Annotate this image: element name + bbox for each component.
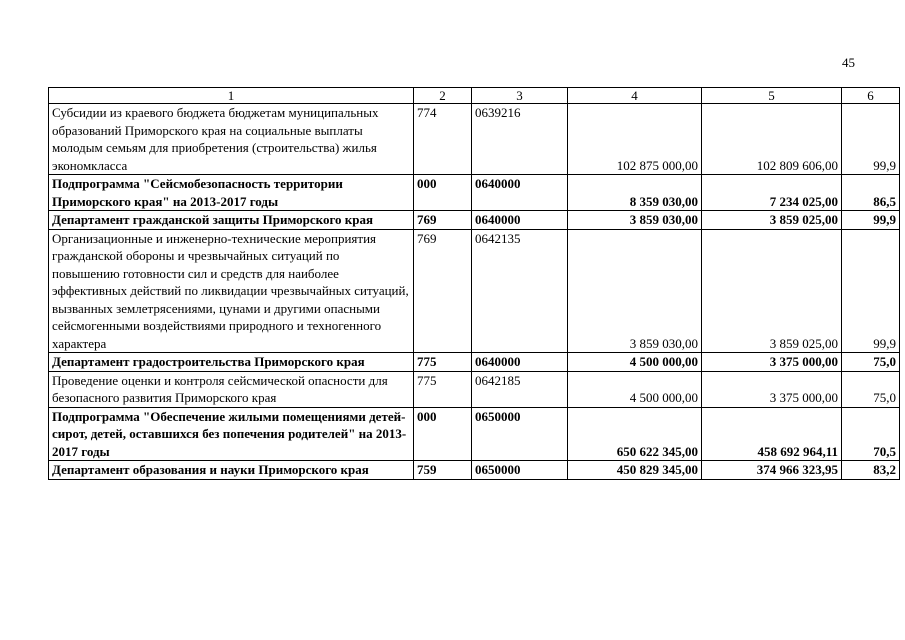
- planned-amount-cell: 3 859 030,00: [568, 229, 702, 353]
- row-name-cell: Департамент гражданской защиты Приморского края: [49, 211, 414, 230]
- row-name-cell: Проведение оценки и контроля сейсмической опасности для безопасного развития Приморского края: [49, 371, 414, 407]
- actual-amount-cell: 3 859 025,00: [702, 229, 842, 353]
- row-name-cell: Субсидии из краевого бюджета бюджетам муниципальных образований Приморского края на социальные выплаты молодым семьям для приобретения (строительства) жилья экономкласса: [49, 104, 414, 175]
- page-number: 45: [842, 55, 855, 70]
- actual-amount-cell: 374 966 323,95: [702, 461, 842, 480]
- header-cell: 4: [568, 88, 702, 104]
- table-row: [49, 211, 900, 230]
- percent-cell: 86,5: [842, 175, 900, 211]
- ministry-code-cell: 775: [414, 371, 472, 407]
- percent-cell: 75,0: [842, 371, 900, 407]
- percent-cell: 75,0: [842, 353, 900, 372]
- ministry-code-cell: 000: [414, 175, 472, 211]
- planned-amount-cell: 4 500 000,00: [568, 371, 702, 407]
- actual-amount-cell: 7 234 025,00: [702, 175, 842, 211]
- target-code-cell: 0640000: [472, 353, 568, 372]
- actual-amount-cell: 102 809 606,00: [702, 104, 842, 175]
- row-name-cell: Департамент образования и науки Приморского края: [49, 461, 414, 480]
- header-cell: 3: [472, 88, 568, 104]
- table-row: [49, 353, 900, 372]
- actual-amount-cell: 3 375 000,00: [702, 371, 842, 407]
- percent-cell: 99,9: [842, 229, 900, 353]
- target-code-cell: 0650000: [472, 461, 568, 480]
- table-row: [49, 371, 900, 407]
- target-code-cell: 0650000: [472, 407, 568, 461]
- planned-amount-cell: 102 875 000,00: [568, 104, 702, 175]
- header-cell: 6: [842, 88, 900, 104]
- percent-cell: 83,2: [842, 461, 900, 480]
- table-row: [49, 175, 900, 211]
- row-name-cell: Подпрограмма "Обеспечение жилыми помещениями детей-сирот, детей, оставшихся без попечения родителей" на 2013-2017 годы: [49, 407, 414, 461]
- target-code-cell: 0640000: [472, 211, 568, 230]
- ministry-code-cell: 769: [414, 229, 472, 353]
- header-cell: 5: [702, 88, 842, 104]
- planned-amount-cell: 650 622 345,00: [568, 407, 702, 461]
- ministry-code-cell: 759: [414, 461, 472, 480]
- ministry-code-cell: 000: [414, 407, 472, 461]
- actual-amount-cell: 3 859 025,00: [702, 211, 842, 230]
- table-header-row: [49, 88, 900, 104]
- table-body: [49, 104, 900, 480]
- row-name-cell: Подпрограмма "Сейсмобезопасность территории Приморского края" на 2013-2017 годы: [49, 175, 414, 211]
- ministry-code-cell: 774: [414, 104, 472, 175]
- budget-table: [48, 87, 900, 480]
- planned-amount-cell: 8 359 030,00: [568, 175, 702, 211]
- table-row: [49, 407, 900, 461]
- target-code-cell: 0642185: [472, 371, 568, 407]
- target-code-cell: 0642135: [472, 229, 568, 353]
- row-name-cell: Департамент градостроительства Приморского края: [49, 353, 414, 372]
- actual-amount-cell: 458 692 964,11: [702, 407, 842, 461]
- ministry-code-cell: 769: [414, 211, 472, 230]
- percent-cell: 99,9: [842, 104, 900, 175]
- planned-amount-cell: 3 859 030,00: [568, 211, 702, 230]
- planned-amount-cell: 450 829 345,00: [568, 461, 702, 480]
- percent-cell: 70,5: [842, 407, 900, 461]
- table-row: [49, 461, 900, 480]
- row-name-cell: Организационные и инженерно-технические мероприятия гражданской обороны и чрезвычайных ситуаций по повышению готовности сил и средств для наиболее эффективных действий по ликвидации чрезвычайных ситуаций, вызванных землетрясениями, цунами и другими опасными сейсмогенными воздействиями природного и техногенного характера: [49, 229, 414, 353]
- target-code-cell: 0639216: [472, 104, 568, 175]
- target-code-cell: 0640000: [472, 175, 568, 211]
- actual-amount-cell: 3 375 000,00: [702, 353, 842, 372]
- table-row: [49, 104, 900, 175]
- table-row: [49, 229, 900, 353]
- header-cell: 2: [414, 88, 472, 104]
- ministry-code-cell: 775: [414, 353, 472, 372]
- header-cell: 1: [49, 88, 414, 104]
- percent-cell: 99,9: [842, 211, 900, 230]
- planned-amount-cell: 4 500 000,00: [568, 353, 702, 372]
